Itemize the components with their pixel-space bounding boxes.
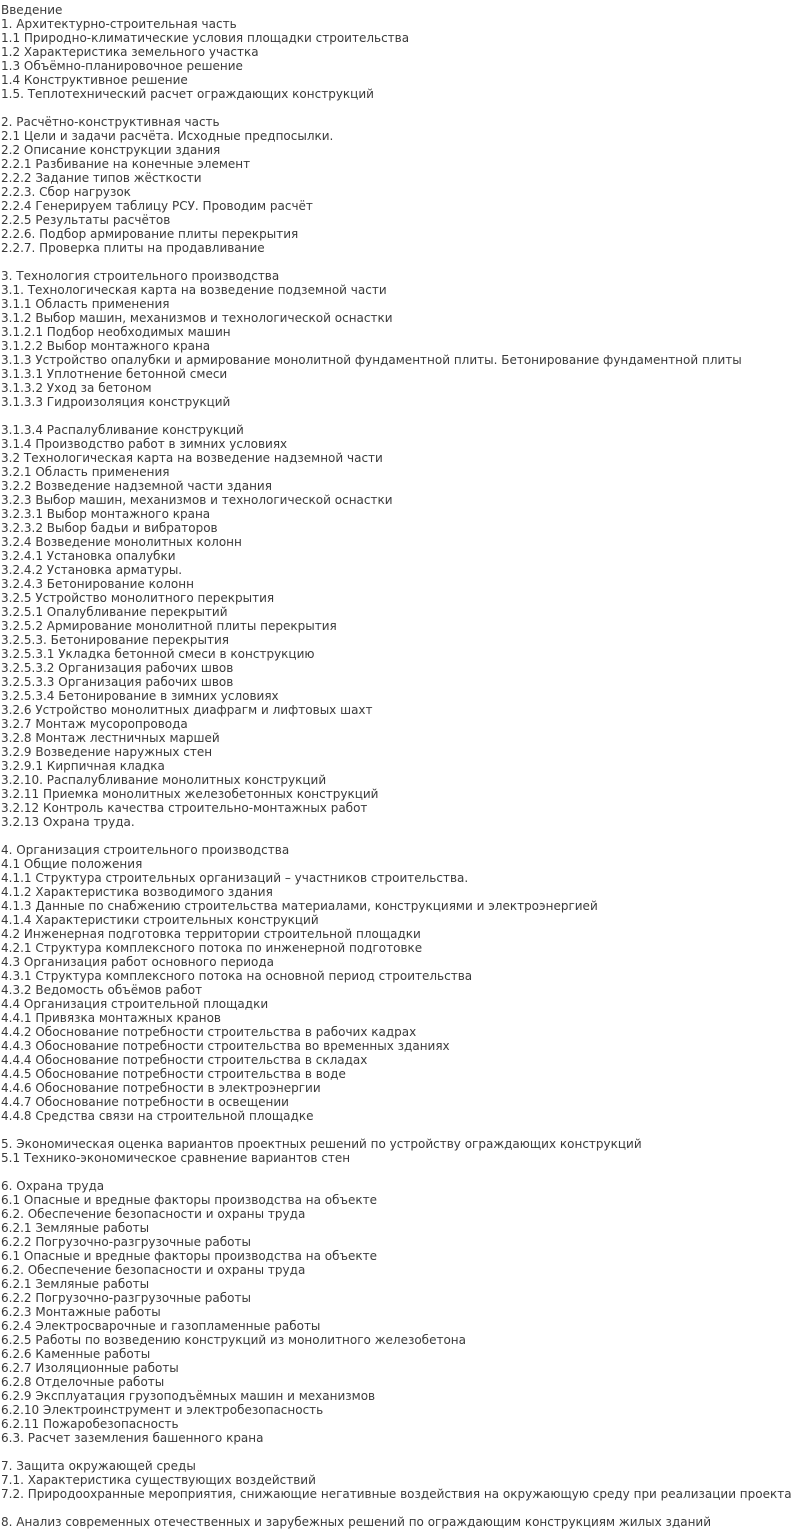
toc-line: 1.4 Конструктивное решение (1, 73, 188, 87)
toc-line: 4.4.5 Обоснование потребности строительства в воде (1, 1067, 346, 1081)
toc-line: 6.2. Обеспечение безопасности и охраны труда (1, 1207, 306, 1221)
toc-line: 6.2.1 Земляные работы (1, 1221, 150, 1235)
blank-line (1, 829, 700, 843)
toc-line: 2.2.5 Результаты расчётов (1, 213, 171, 227)
toc-line: 4.4.7 Обоснование потребности в освещении (1, 1095, 289, 1109)
blank-line (1, 1501, 700, 1515)
toc-line: 4.3 Организация работ основного периода (1, 955, 274, 969)
toc-line: 6.2.4 Электросварочные и газопламенные работы (1, 1319, 321, 1333)
toc-line: 3.2.5.3.3 Организация рабочих швов (1, 675, 234, 689)
toc-line: 2.2.1 Разбивание на конечные элемент (1, 157, 251, 171)
toc-line: 3.2.3.1 Выбор монтажного крана (1, 507, 211, 521)
toc-line: 3.2.9.1 Кирпичная кладка (1, 759, 165, 773)
toc-line: 3.2.13 Охрана труда. (1, 815, 135, 829)
toc-line: 6.2.5 Работы по возведению конструкций из монолитного железобетона (1, 1333, 466, 1347)
toc-line: 6.2.2 Погрузочно-разгрузочные работы (1, 1235, 251, 1249)
toc-line: 6.2.11 Пожаробезопасность (1, 1417, 179, 1431)
toc-line: 4.4.1 Привязка монтажных кранов (1, 1011, 221, 1025)
toc-line: 6.2. Обеспечение безопасности и охраны труда (1, 1263, 306, 1277)
toc-line: 3.1.2 Выбор машин, механизмов и технологической оснастки (1, 311, 393, 325)
toc-line: 3.2.10. Распалубливание монолитных конструкций (1, 773, 327, 787)
toc-line: 3.1.3.3 Гидроизоляция конструкций (1, 395, 231, 409)
toc-line: 6.2.6 Каменные работы (1, 1347, 151, 1361)
toc-line: 3.2.11 Приемка монолитных железобетонных конструкций (1, 787, 379, 801)
toc-line: 6.2.9 Эксплуатация грузоподъёмных машин и механизмов (1, 1389, 376, 1403)
blank-line (1, 1123, 700, 1137)
toc-line: 1.3 Объёмно-планировочное решение (1, 59, 243, 73)
toc-line: 4.2.1 Структура комплексного потока по инженерной подготовке (1, 941, 423, 955)
toc-line: 2.1 Цели и задачи расчёта. Исходные предпосылки. (1, 129, 334, 143)
toc-line: 3.2.2 Возведение надземной части здания (1, 479, 272, 493)
toc-line: 2.2.2 Задание типов жёсткости (1, 171, 202, 185)
toc-line: 2.2.6. Подбор армирование плиты перекрытия (1, 227, 299, 241)
toc-line: 2.2 Описание конструкции здания (1, 143, 221, 157)
toc-line: 4.3.2 Ведомость объёмов работ (1, 983, 203, 997)
toc-line: 2.2.7. Проверка плиты на продавливание (1, 241, 265, 255)
toc-line: 3.1.3.4 Распалубливание конструкций (1, 423, 244, 437)
toc-line: 3.2.8 Монтаж лестничных маршей (1, 731, 220, 745)
toc-line: 6.2.8 Отделочные работы (1, 1375, 165, 1389)
toc-line: 5. Экономическая оценка вариантов проектных решений по устройству ограждающих конструкций (1, 1137, 642, 1151)
toc-line: 3.2.3 Выбор машин, механизмов и технологической оснастки (1, 493, 393, 507)
toc-line: 6.2.10 Электроинструмент и электробезопасность (1, 1403, 324, 1417)
toc-line: 2. Расчётно-конструктивная часть (1, 115, 220, 129)
toc-line: 3.1.2.1 Подбор необходимых машин (1, 325, 231, 339)
toc-line: 3. Технология строительного производства (1, 269, 280, 283)
toc-line: 6.1 Опасные и вредные факторы производства на объекте (1, 1193, 378, 1207)
toc-line: 1.5. Теплотехнический расчет ограждающих конструкций (1, 87, 374, 101)
toc-line: 6. Охрана труда (1, 1179, 105, 1193)
toc-line: 3.2.7 Монтаж мусоропровода (1, 717, 188, 731)
toc-line: 7.1. Характеристика существующих воздействий (1, 1473, 316, 1487)
toc-line: 8. Анализ современных отечественных и зарубежных решений по ограждающим конструкциям жилых зданий (1, 1515, 712, 1529)
toc-line: 6.2.7 Изоляционные работы (1, 1361, 179, 1375)
toc-line: 3.2.4.1 Установка опалубки (1, 549, 176, 563)
toc-line: 4.4.3 Обоснование потребности строительства во временных зданиях (1, 1039, 450, 1053)
toc-line: 4.4.6 Обоснование потребности в электроэнергии (1, 1081, 321, 1095)
toc-line: 4. Организация строительного производства (1, 843, 290, 857)
toc-line: 3.1.1 Область применения (1, 297, 170, 311)
toc-line: 4.1.3 Данные по снабжению строительства материалами, конструкциями и электроэнергией (1, 899, 598, 913)
toc-line: 3.2.5.2 Армирование монолитной плиты перекрытия (1, 619, 337, 633)
toc-line: 3.2 Технологическая карта на возведение надземной части (1, 451, 383, 465)
toc-line: 3.1.2.2 Выбор монтажного крана (1, 339, 211, 353)
toc-line: 7. Защита окружающей среды (1, 1459, 196, 1473)
toc-line: 4.3.1 Структура комплексного потока на основной период строительства (1, 969, 473, 983)
toc-line: 3.2.5 Устройство монолитного перекрытия (1, 591, 275, 605)
toc-line: 6.2.3 Монтажные работы (1, 1305, 161, 1319)
toc-line: 4.1.1 Структура строительных организаций – участников строительства. (1, 871, 469, 885)
toc-line: 4.2 Инженерная подготовка территории строительной площадки (1, 927, 421, 941)
toc-line: 3.2.12 Контроль качества строительно-монтажных работ (1, 801, 368, 815)
toc-line: 4.1.4 Характеристики строительных конструкций (1, 913, 319, 927)
toc-line: 3.2.4.3 Бетонирование колонн (1, 577, 194, 591)
blank-line (1, 1165, 700, 1179)
toc-line: 3.2.9 Возведение наружных стен (1, 745, 213, 759)
toc-line: 6.1 Опасные и вредные факторы производства на объекте (1, 1249, 378, 1263)
toc-line: 3.2.5.3.2 Организация рабочих швов (1, 661, 234, 675)
blank-line (1, 255, 700, 269)
toc-line: 3.1. Технологическая карта на возведение подземной части (1, 283, 387, 297)
toc-line: 4.4.4 Обоснование потребности строительства в складах (1, 1053, 368, 1067)
toc-line: 3.1.3.1 Уплотнение бетонной смеси (1, 367, 228, 381)
toc-line: 3.2.4 Возведение монолитных колонн (1, 535, 242, 549)
toc-line: 6.2.1 Земляные работы (1, 1277, 150, 1291)
toc-line: 4.1 Общие положения (1, 857, 143, 871)
toc-line: 3.1.4 Производство работ в зимних условиях (1, 437, 288, 451)
toc-line: 3.2.5.1 Опалубливание перекрытий (1, 605, 228, 619)
toc-line: 3.2.5.3.1 Укладка бетонной смеси в конструкцию (1, 647, 315, 661)
toc-line: 4.1.2 Характеристика возводимого здания (1, 885, 273, 899)
toc-line: 5.1 Технико-экономическое сравнение вариантов стен (1, 1151, 351, 1165)
blank-line (1, 1445, 700, 1459)
toc-line: 2.2.3. Сбор нагрузок (1, 185, 131, 199)
toc-line: 4.4.2 Обоснование потребности строительства в рабочих кадрах (1, 1025, 417, 1039)
toc-line: 2.2.4 Генерируем таблицу РСУ. Проводим расчёт (1, 199, 313, 213)
toc-line: 1.1 Природно-климатические условия площадки строительства (1, 31, 410, 45)
toc-line: 3.2.4.2 Установка арматуры. (1, 563, 183, 577)
toc-line: Введение (1, 3, 63, 17)
toc-line: 3.2.5.3.4 Бетонирование в зимних условиях (1, 689, 279, 703)
toc-line: 6.2.2 Погрузочно-разгрузочные работы (1, 1291, 251, 1305)
toc-line: 6.3. Расчет заземления башенного крана (1, 1431, 264, 1445)
toc-line: 3.2.6 Устройство монолитных диафрагм и лифтовых шахт (1, 703, 373, 717)
toc-line: 3.1.3.2 Уход за бетоном (1, 381, 152, 395)
blank-line (1, 409, 700, 423)
toc-line: 3.1.3 Устройство опалубки и армирование монолитной фундаментной плиты. Бетонирование фундаментной плиты (1, 353, 742, 367)
toc-line: 3.2.3.2 Выбор бадьи и вибраторов (1, 521, 218, 535)
blank-line (1, 101, 700, 115)
toc-line: 1.2 Характеристика земельного участка (1, 45, 259, 59)
toc-line: 1. Архитектурно-строительная часть (1, 17, 237, 31)
toc-line: 3.2.1 Область применения (1, 465, 170, 479)
toc-line: 3.2.5.3. Бетонирование перекрытия (1, 633, 230, 647)
toc-line: 4.4.8 Средства связи на строительной площадке (1, 1109, 314, 1123)
toc-line: 7.2. Природоохранные мероприятия, снижающие негативные воздействия на окружающую среду при реализации проекта (1, 1487, 792, 1501)
toc-line: 4.4 Организация строительной площадки (1, 997, 269, 1011)
